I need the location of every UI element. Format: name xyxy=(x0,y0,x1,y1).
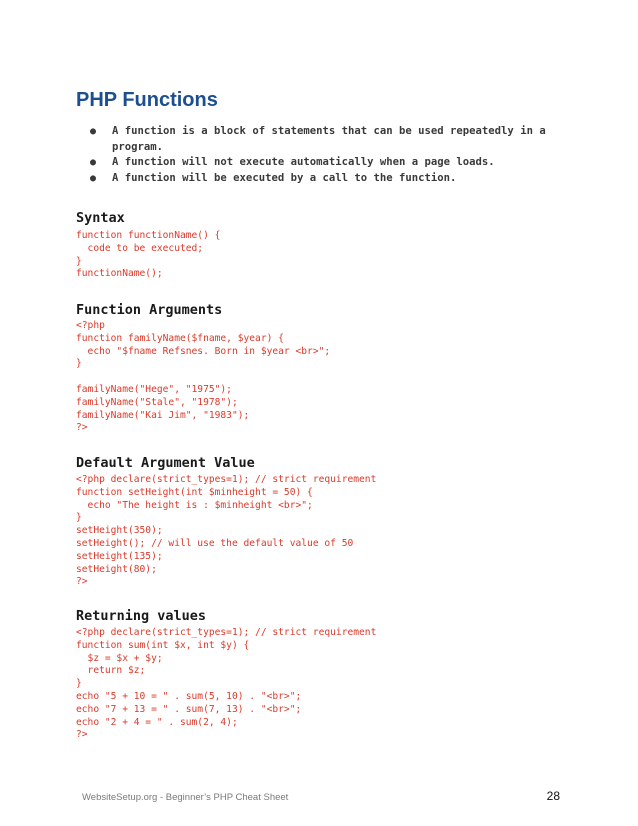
page-title: PHP Functions xyxy=(76,89,218,111)
footer-text: WebsiteSetup.org - Beginner’s PHP Cheat Sheet xyxy=(82,792,289,803)
default-argument-heading: Default Argument Value xyxy=(76,455,255,471)
syntax-code-block: function functionName() { code to be executed; } functionName(); xyxy=(76,230,221,280)
bullet-dot-icon: ● xyxy=(90,172,97,184)
bullet-text: A function will not execute automatically when a page loads. xyxy=(112,156,495,168)
returning-values-code-block: <?php declare(strict_types=1); // strict requirement function sum(int $x, int $y) { $z = $x + $y; return $z; } echo "5 + 10 = " . sum(5, 10) . "<br>"; echo "7 + 13 = " . sum(7, 13) . "<br>"; echo "2 + 4 = " . sum(2, 4); ?> xyxy=(76,627,377,741)
intro-bullet-list xyxy=(90,124,560,186)
returning-values-heading: Returning values xyxy=(76,608,207,624)
bullet-text: A function will be executed by a call to the function. xyxy=(112,171,457,184)
bullet-item xyxy=(90,171,560,187)
page-number: 28 xyxy=(546,789,560,803)
syntax-heading: Syntax xyxy=(76,210,125,226)
function-arguments-code-block: <?php function familyName($fname, $year) { echo "$fname Refsnes. Born in $year <br>"; } familyName("Hege", "1975"); familyName("Stale", "1978"); familyName("Kai Jim", "1983"); ?> xyxy=(76,320,331,434)
bullet-item xyxy=(90,155,560,171)
bullet-item xyxy=(90,124,560,155)
bullet-text: A function is a block of statements that can be used repeatedly in a program. xyxy=(112,125,546,153)
default-argument-code-block: <?php declare(strict_types=1); // strict requirement function setHeight(int $minheight = 50) { echo "The height is : $minheight <br>"; } setHeight(350); setHeight(); // will use the default value of 50 setHeight(135); setHeight(80); ?> xyxy=(76,474,377,588)
bullet-dot-icon: ● xyxy=(90,126,97,137)
function-arguments-heading: Function Arguments xyxy=(76,302,223,318)
bullet-dot-icon: ● xyxy=(90,157,97,168)
